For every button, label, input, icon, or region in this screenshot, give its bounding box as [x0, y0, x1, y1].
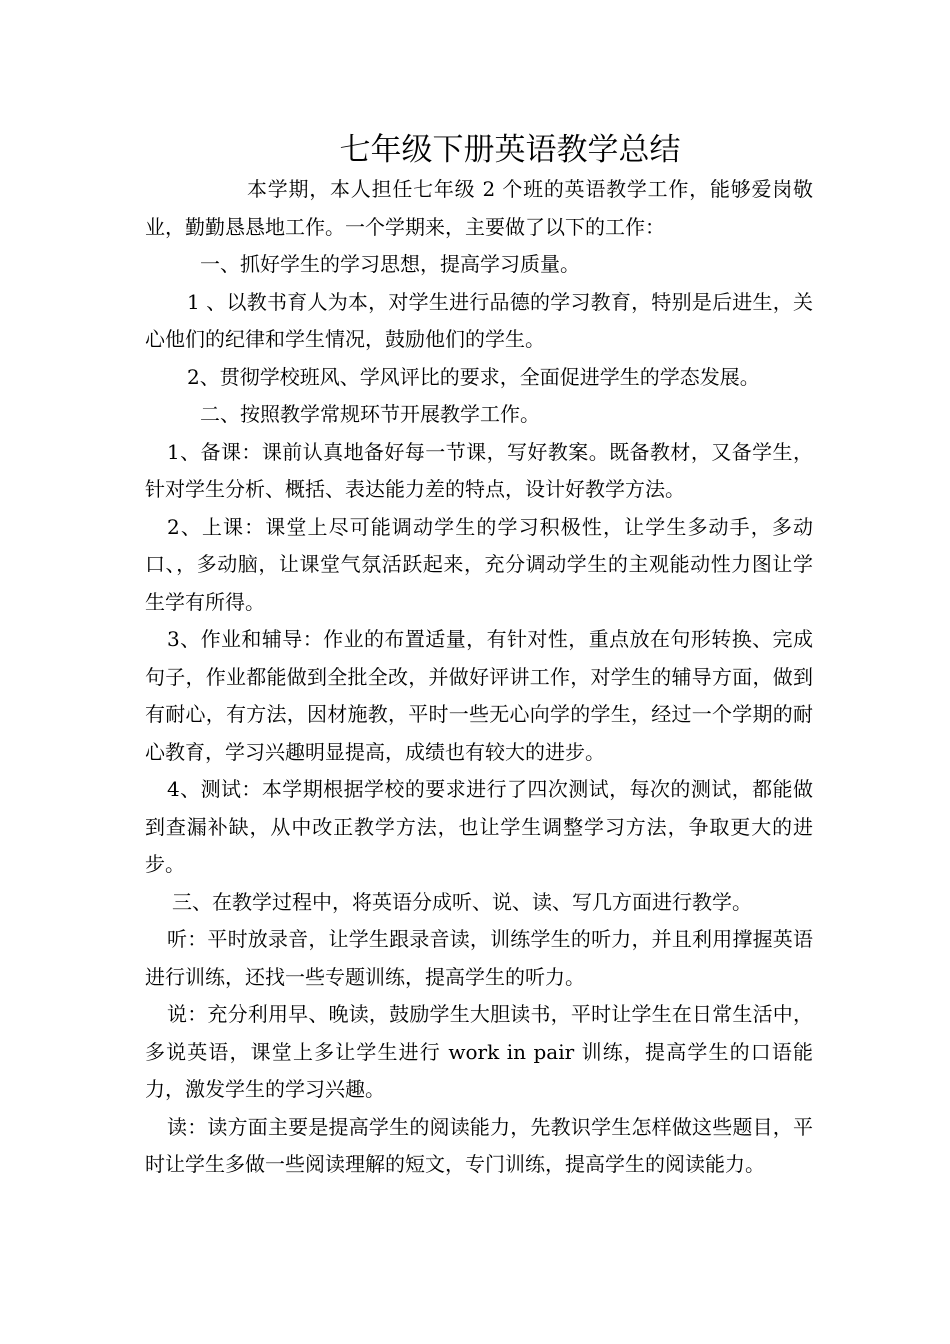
paragraph-reading: 读：读方面主要是提高学生的阅读能力，先教识学生怎样做这些题目，平时让学生多做一些阅读理解的短文，专门训练，提高学生的阅读能力。: [145, 1114, 813, 1176]
paragraph-section-1-item-2: 2、贯彻学校班风、学风评比的要求，全面促进学生的学态发展。: [187, 364, 760, 389]
paragraph-section-3-heading: 三、在教学过程中，将英语分成听、说、读、写几方面进行教学。: [172, 889, 752, 914]
paragraph-listening: 听：平时放录音，让学生跟录音读，训练学生的听力，并且利用撑握英语进行训练，还找一些专题训练，提高学生的听力。: [145, 927, 813, 989]
paragraph-class-teaching: 2、上课：课堂上尽可能调动学生的学习积极性，让学生多动手，多动口、，多动脑，让课堂气氛活跃起来，充分调动学生的主观能动性力图让学生学有所得。: [145, 514, 813, 614]
paragraph-section-1-heading: 一、抓好学生的学习思想，提高学习质量。: [200, 252, 580, 276]
paragraph-homework-tutoring: 3、作业和辅导：作业的布置适量，有针对性，重点放在句形转换、完成句子，作业都能做到全批全改，并做好评讲工作，对学生的辅导方面，做到有耐心，有方法，因材施教，平时一些无心向学的学生，经过一个学期的耐心教育，学习兴趣明显提高，成绩也有较大的进步。: [145, 627, 813, 764]
paragraph-section-1-item-1: 1 、以教书育人为本，对学生进行品德的学习教育，特别是后进生，关心他们的纪律和学生情况，鼓励他们的学生。: [145, 289, 813, 351]
paragraph-section-2-heading: 二、按照教学常规环节开展教学工作。: [200, 402, 540, 426]
paragraph-testing: 4、测试：本学期根据学校的要求进行了四次测试，每次的测试，都能做到查漏补缺，从中改正教学方法，也让学生调整学习方法，争取更大的进步。: [145, 777, 813, 876]
paragraph-speaking: 说：充分利用早、晚读，鼓励学生大胆读书，平时让学生在日常生活中，多说英语，课堂上多让学生进行 work in pair 训练，提高学生的口语能力，激发学生的学习兴趣。: [145, 1002, 813, 1101]
paragraph-intro: 本学期，本人担任七年级 2 个班的英语教学工作，能够爱岗敬业，勤勤恳恳地工作。一个学期来，主要做了以下的工作：: [145, 177, 813, 239]
document-title: 七年级下册英语教学总结: [339, 132, 681, 168]
document-body: [145, 171, 813, 1184]
paragraph-lesson-prep: 1、备课：课前认真地备好每一节课，写好教案。既备教材，又备学生，针对学生分析、概括、表达能力差的特点，设计好教学方法。: [145, 439, 813, 501]
